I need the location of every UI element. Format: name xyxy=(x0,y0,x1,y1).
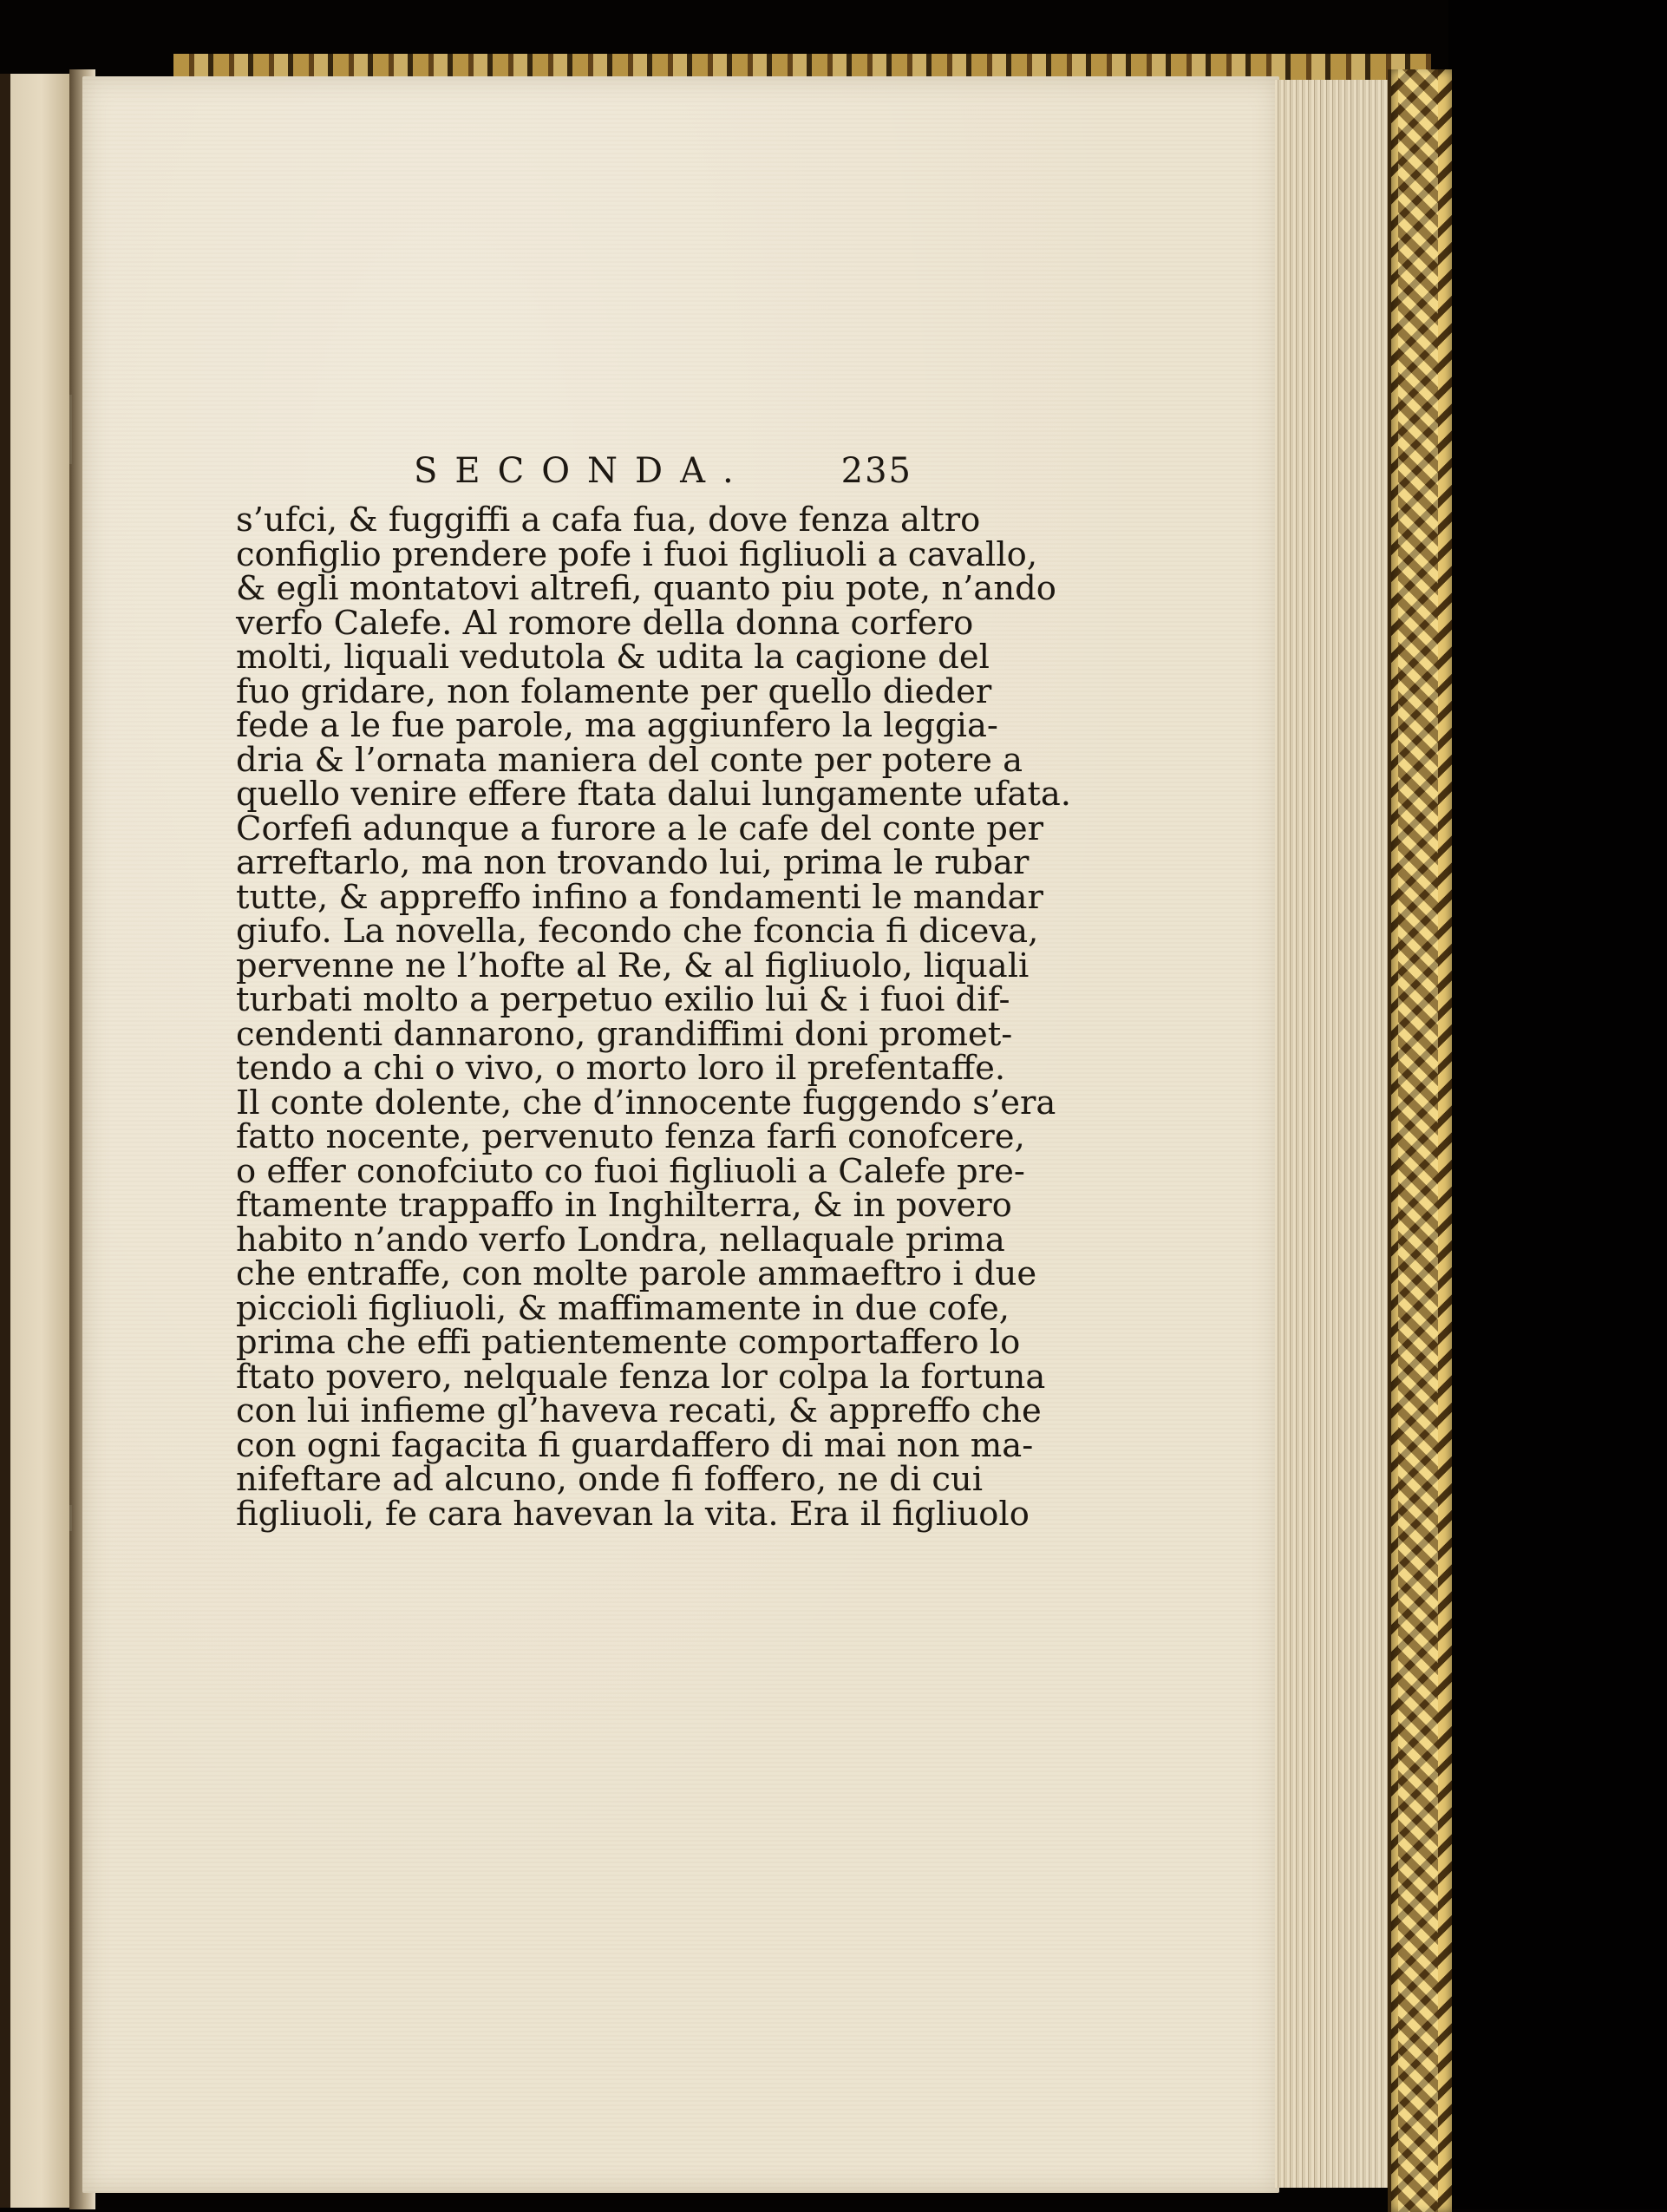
text-line: prima che effi patientemente comportaffero lo xyxy=(236,1323,1021,1362)
text-line: configlio prendere pofe i fuoi figliuoli a cavallo, xyxy=(236,534,1038,574)
left-facing-page xyxy=(0,74,71,2208)
text-line: giufo. La novella, fecondo che fconcia fi diceva, xyxy=(236,912,1039,951)
text-line: ftamente trappaffo in Inghilterra, & in povero xyxy=(236,1186,1012,1225)
gilt-right-pattern xyxy=(1398,69,1438,2212)
text-line: piccioli figliuoli, & maffimamente in due cofe, xyxy=(236,1288,1010,1328)
text-line: figliuoli, fe cara havevan la vita. Era il figliuolo xyxy=(236,1494,1030,1534)
text-line: pervenne ne l’hofte al Re, & al figliuolo, liquali xyxy=(236,946,1030,985)
running-head xyxy=(236,451,912,503)
text-line: s’ufci, & fuggiffi a cafa fua, dove fenza altro xyxy=(236,501,981,540)
text-line: con lui infieme gl’haveva recati, & appreffo che xyxy=(236,1391,1042,1430)
text-line: o effer conofciuto co fuoi figliuoli a Calefe pre- xyxy=(236,1151,1025,1191)
text-line: nifeftare ad alcuno, onde fi foffero, ne di cui xyxy=(236,1460,984,1499)
background-right xyxy=(1448,0,1667,2209)
body-text xyxy=(236,501,1072,1534)
text-line: quello venire effere ftata dalui lungamente ufata. xyxy=(236,775,1072,814)
page-edges xyxy=(1275,80,1390,2188)
text-line: Corfefi adunque a furore a le cafe del conte per xyxy=(236,808,1044,848)
text-line: tendo a chi o vivo, o morto loro il prefentaffe. xyxy=(236,1049,1006,1088)
text-line: Il conte dolente, che d’innocente fuggendo s’era xyxy=(236,1083,1056,1122)
margin-mark xyxy=(69,395,72,464)
text-line: & egli montatovi altrefi, quanto piu pote, n’ando xyxy=(236,569,1056,608)
text-line: molti, liquali vedutola & udita la cagione del xyxy=(236,638,990,677)
text-line: con ogni fagacita fi guardaffero di mai non ma- xyxy=(236,1425,1034,1465)
running-title: SECONDA. xyxy=(414,451,751,491)
text-line: arreftarlo, ma non trovando lui, prima le rubar xyxy=(236,843,1030,882)
text-line: fuo gridare, non folamente per quello dieder xyxy=(236,671,992,711)
text-line: dria & l’ornata maniera del conte per potere a xyxy=(236,740,1023,780)
text-line: verfo Calefe. Al romore della donna corfero xyxy=(236,603,974,643)
text-line: tutte, & appreffo infino a fondamenti le mandar xyxy=(236,877,1043,917)
text-line: habito n’ando verfo Londra, nellaquale prima xyxy=(236,1220,1005,1260)
text-line: fatto nocente, pervenuto fenza farfi conofcere, xyxy=(236,1117,1025,1156)
text-line: turbati molto a perpetuo exilio lui & i fuoi dif- xyxy=(236,980,1010,1019)
text-line: che entraffe, con molte parole ammaeftro i due xyxy=(236,1254,1037,1293)
margin-mark xyxy=(69,1505,72,1531)
text-line: fede a le fue parole, ma aggiunfero la leggia- xyxy=(236,706,998,745)
text-line: cendenti dannarono, grandiffimi doni promet- xyxy=(236,1014,1013,1054)
text-line: ftato povero, nelquale fenza lor colpa la fortuna xyxy=(236,1357,1046,1397)
page-number: 235 xyxy=(840,451,912,491)
left-binding-edge xyxy=(0,74,10,2208)
text-block xyxy=(236,451,1072,1534)
